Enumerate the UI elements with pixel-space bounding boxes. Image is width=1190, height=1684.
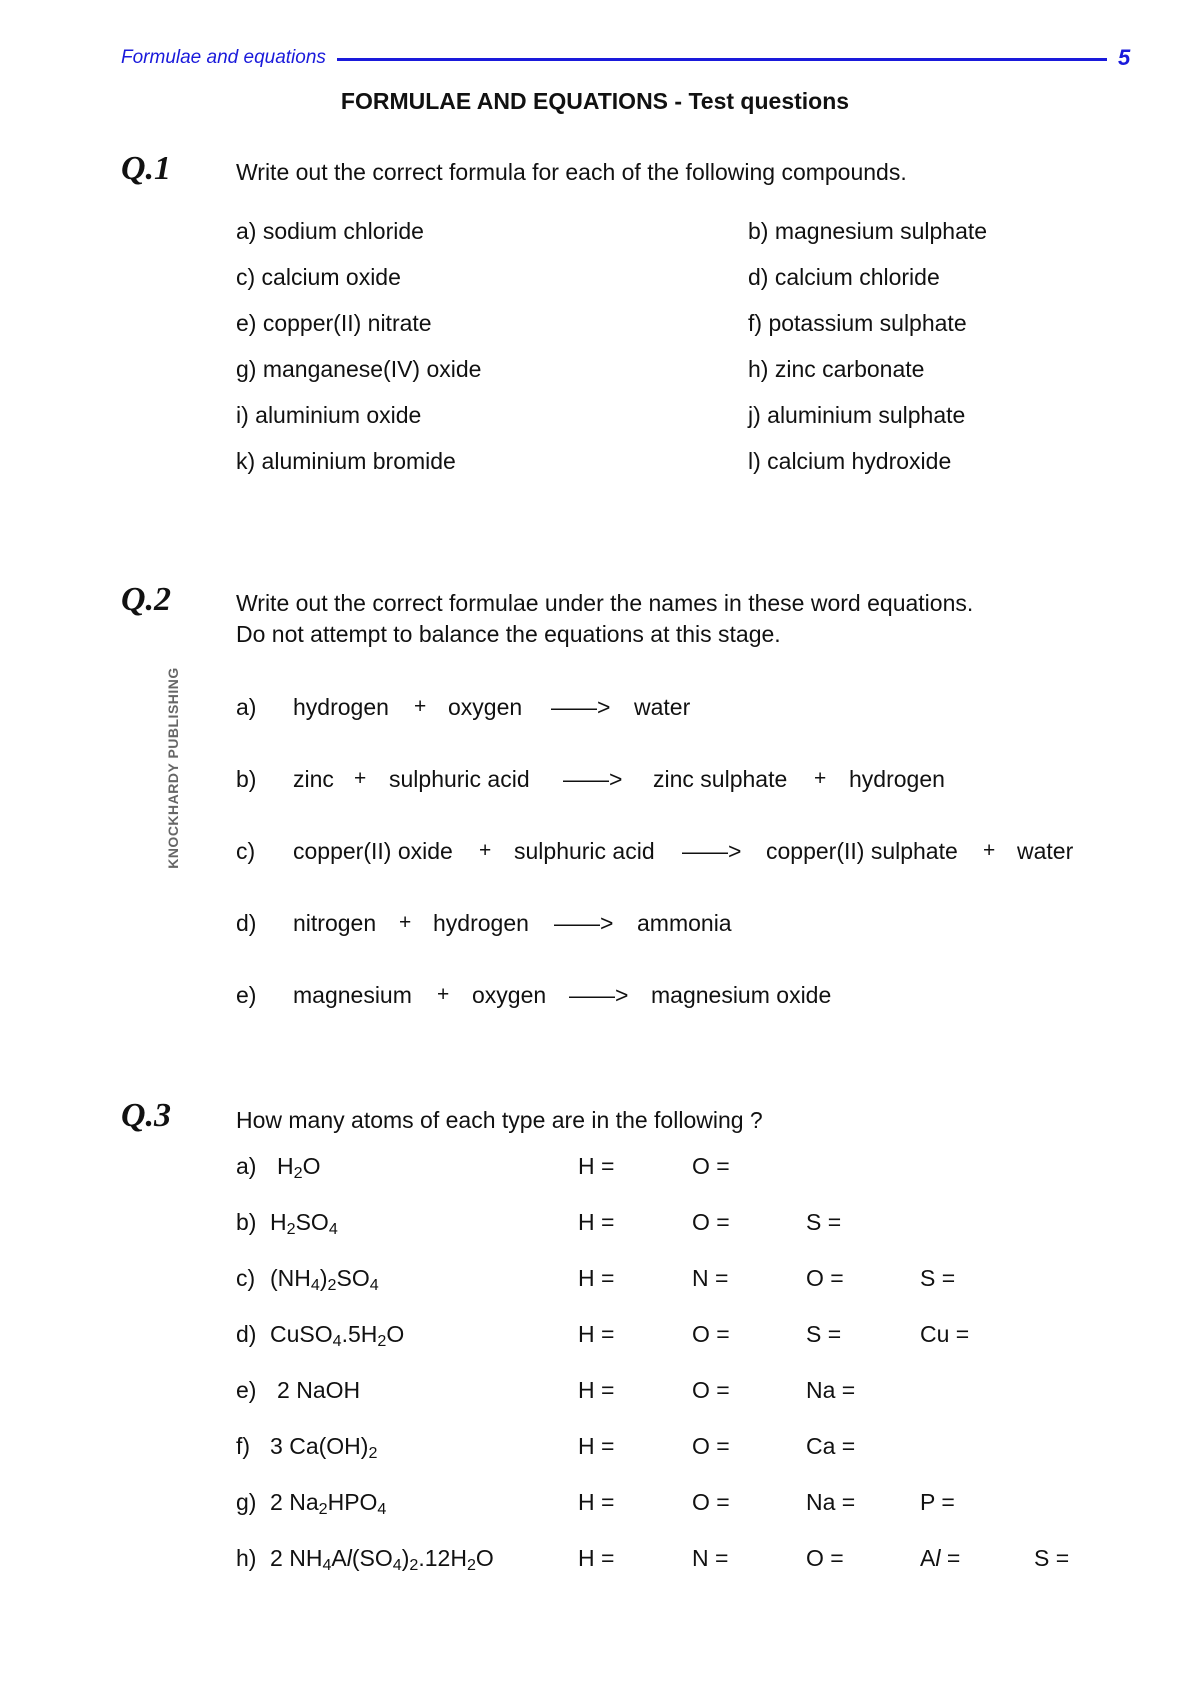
q3-row-label: d)	[236, 1321, 257, 1347]
question-2-number: Q.2	[121, 581, 172, 618]
plus-sign: +	[399, 911, 412, 934]
q3-row-label: a)	[236, 1153, 257, 1179]
atom-count-blank: H =	[578, 1489, 615, 1515]
atom-count-blank: H =	[578, 1321, 615, 1347]
atom-count-blank: H =	[578, 1153, 615, 1179]
q3-row-label: g)	[236, 1489, 257, 1515]
arrow-icon: ——>	[554, 910, 614, 936]
q1-item-g: g) manganese(IV) oxide	[236, 356, 482, 382]
chemical-formula: 2 NaOH	[277, 1377, 361, 1403]
atom-count-blank: N =	[692, 1545, 729, 1571]
q3-row-label: f)	[236, 1433, 251, 1459]
atom-count-blank: H =	[578, 1433, 615, 1459]
plus-sign: +	[414, 695, 427, 718]
q1-item-e: e) copper(II) nitrate	[236, 310, 432, 336]
arrow-icon: ——>	[563, 766, 623, 792]
arrow-icon: ——>	[682, 838, 742, 864]
atom-count-blank: S =	[1034, 1545, 1070, 1571]
question-3-number: Q.3	[121, 1097, 172, 1134]
atom-count-blank: O =	[692, 1433, 730, 1459]
q1-item-f: f) potassium sulphate	[748, 310, 967, 336]
reactant-2: oxygen	[448, 694, 523, 720]
question-2-prompt-line1: Write out the correct formulae under the names in these word equations.	[236, 590, 974, 616]
equation-label: a)	[236, 694, 257, 720]
atom-count-blank: O =	[692, 1153, 730, 1179]
equation-label: c)	[236, 838, 256, 864]
question-1-prompt: Write out the correct formula for each of the following compounds.	[236, 159, 907, 185]
question-1-number: Q.1	[121, 150, 172, 187]
chemical-formula: $H_2SO_4$	[270, 1209, 338, 1239]
equation-label: b)	[236, 766, 257, 792]
atom-count-blank: Na =	[806, 1377, 856, 1403]
atom-count-blank: O =	[806, 1545, 844, 1571]
chemical-formula: $(NH_4)_2SO_4$	[270, 1265, 379, 1295]
atom-count-blank: P =	[920, 1489, 955, 1515]
q1-item-h: h) zinc carbonate	[748, 356, 925, 382]
plus-sign: +	[437, 983, 450, 1006]
chemical-formula: 2 $Na_2HPO_4$	[270, 1489, 387, 1519]
reactant-2: oxygen	[472, 982, 547, 1008]
reactant-2: sulphuric acid	[514, 838, 655, 864]
q1-item-b: b) magnesium sulphate	[748, 218, 988, 244]
q3-row-label: e)	[236, 1377, 257, 1403]
product-1: ammonia	[637, 910, 732, 936]
reactant-1: zinc	[293, 766, 334, 792]
reactant-1: hydrogen	[293, 694, 389, 720]
page-title: FORMULAE AND EQUATIONS - Test questions	[340, 88, 850, 114]
q1-item-i: i) aluminium oxide	[236, 402, 422, 428]
atom-count-blank: O =	[692, 1377, 730, 1403]
chemical-formula: 2 $NH_4Al(SO_4)_2.12H_2O$	[270, 1545, 494, 1575]
atom-count-blank: S =	[806, 1321, 842, 1347]
atom-count-blank: S =	[806, 1209, 842, 1235]
atom-count-blank: S =	[920, 1265, 956, 1291]
question-3-prompt: How many atoms of each type are in the following ?	[236, 1107, 763, 1133]
atom-count-blank: Cu =	[920, 1321, 970, 1347]
product-1: magnesium oxide	[651, 982, 832, 1008]
atom-count-blank: H =	[578, 1545, 615, 1571]
q1-item-k: k) aluminium bromide	[236, 448, 456, 474]
chemical-formula: 3 $Ca(OH)_2$	[270, 1433, 378, 1463]
product-1: water	[634, 694, 691, 720]
atom-count-blank: O =	[692, 1209, 730, 1235]
header-rule	[337, 58, 1107, 61]
q3-row-label: h)	[236, 1545, 257, 1571]
question-2-prompt-line2: Do not attempt to balance the equations at this stage.	[236, 621, 781, 647]
publisher-side-text: KNOCKHARDY PUBLISHING	[165, 667, 181, 869]
reactant-1: copper(II) oxide	[293, 838, 453, 864]
product-2: hydrogen	[849, 766, 945, 792]
product-1: zinc sulphate	[653, 766, 788, 792]
atom-count-blank: Al =	[920, 1545, 961, 1571]
product-1: copper(II) sulphate	[766, 838, 958, 864]
atom-count-blank: H =	[578, 1209, 615, 1235]
running-header-title: Formulae and equations	[121, 47, 326, 68]
q1-item-j: j) aluminium sulphate	[748, 402, 966, 428]
atom-count-blank: O =	[806, 1265, 844, 1291]
equation-label: e)	[236, 982, 257, 1008]
arrow-icon: ——>	[551, 694, 611, 720]
q1-item-d: d) calcium chloride	[748, 264, 940, 290]
q3-row-label: b)	[236, 1209, 257, 1235]
reactant-2: sulphuric acid	[389, 766, 530, 792]
product-2: water	[1017, 838, 1074, 864]
plus-sign: +	[354, 767, 367, 790]
arrow-icon: ——>	[569, 982, 629, 1008]
q1-item-c: c) calcium oxide	[236, 264, 401, 290]
atom-count-blank: O =	[692, 1321, 730, 1347]
atom-count-blank: N =	[692, 1265, 729, 1291]
chemical-formula: $CuSO_4.5H_2O$	[270, 1321, 405, 1351]
atom-count-blank: Na =	[806, 1489, 856, 1515]
plus-sign: +	[983, 839, 996, 862]
equation-label: d)	[236, 910, 257, 936]
q1-item-a: a) sodium chloride	[236, 218, 424, 244]
atom-count-blank: Ca =	[806, 1433, 856, 1459]
q1-item-l: l) calcium hydroxide	[748, 448, 952, 474]
atom-count-blank: H =	[578, 1265, 615, 1291]
q3-row-label: c)	[236, 1265, 256, 1291]
chemical-formula: $H_2O$	[277, 1153, 321, 1183]
atom-count-blank: H =	[578, 1377, 615, 1403]
atom-count-blank: O =	[692, 1489, 730, 1515]
plus-sign: +	[479, 839, 492, 862]
reactant-1: magnesium	[293, 982, 412, 1008]
plus-sign: +	[814, 767, 827, 790]
page-number: 5	[1118, 45, 1131, 70]
reactant-2: hydrogen	[433, 910, 529, 936]
reactant-1: nitrogen	[293, 910, 377, 936]
